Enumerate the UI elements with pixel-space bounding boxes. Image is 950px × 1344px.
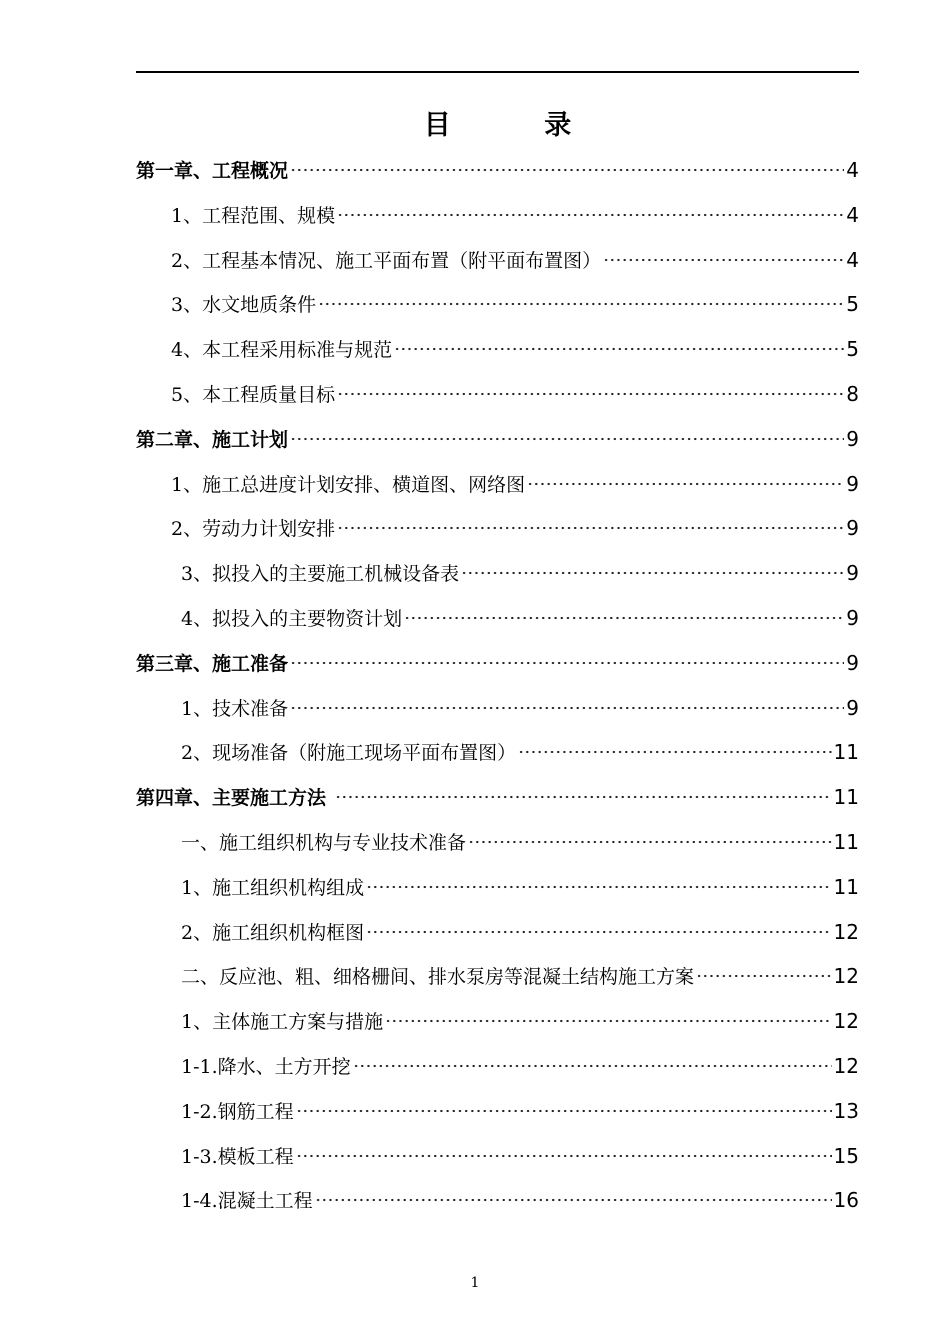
- toc-leader: [318, 302, 844, 306]
- toc-page-number: 9: [846, 650, 859, 675]
- toc-entry-text: 第一章、工程概况: [136, 160, 289, 182]
- toc-entry-text: 第四章、主要施工方法: [136, 787, 333, 810]
- toc-leader: [290, 661, 844, 665]
- toc-leader: [337, 526, 844, 530]
- toc-page-number: 9: [846, 605, 859, 630]
- toc-leader: [603, 258, 844, 262]
- toc-entry[interactable]: [136, 1044, 859, 1089]
- toc-page-number: 13: [833, 1098, 859, 1123]
- toc-entry[interactable]: [136, 417, 859, 462]
- toc-leader: [468, 840, 832, 844]
- toc-entry[interactable]: [136, 686, 859, 731]
- toc-leader: [290, 168, 844, 172]
- toc-entry[interactable]: [136, 148, 859, 193]
- toc-leader: [335, 795, 832, 799]
- toc-entry-text: 3、水文地质条件: [171, 294, 317, 317]
- header-rule: [136, 71, 859, 73]
- toc-entry[interactable]: [136, 238, 859, 283]
- toc-entry-text: 1-4.混凝土工程: [181, 1190, 313, 1213]
- toc-leader: [337, 392, 844, 396]
- toc-leader: [315, 1198, 832, 1202]
- toc-leader: [527, 482, 844, 486]
- toc-page-number: 11: [833, 874, 859, 899]
- toc-leader: [404, 616, 844, 620]
- toc-leader: [290, 437, 844, 441]
- toc-entry-text: 5、本工程质量目标: [171, 383, 336, 406]
- toc-entry-text: 1、施工组织机构组成: [181, 876, 365, 899]
- toc-page-number: 11: [833, 829, 859, 854]
- toc-leader: [366, 885, 831, 889]
- toc-entry[interactable]: [136, 730, 859, 775]
- toc-leader: [296, 1154, 832, 1158]
- toc-entry[interactable]: [136, 193, 859, 238]
- toc-entry-text: 1、施工总进度计划安排、横道图、网络图: [171, 473, 526, 496]
- toc-entry-text: 一、施工组织机构与专业技术准备: [181, 831, 467, 854]
- toc-leader: [353, 1064, 832, 1068]
- toc-entry-text: 第二章、施工计划: [136, 428, 289, 451]
- page-number: 1: [470, 1275, 480, 1291]
- toc-entry-text: 2、工程基本情况、施工平面布置（附平面布置图）: [171, 249, 602, 272]
- toc-entry-text: 1、工程范围、规模: [171, 204, 336, 227]
- toc-page-number: 4: [846, 158, 859, 182]
- toc-page-number: 9: [846, 561, 859, 586]
- toc-page-number: 11: [833, 740, 859, 765]
- toc-entry-text: 4、本工程采用标准与规范: [171, 339, 393, 362]
- toc-leader: [290, 706, 844, 710]
- toc-leader: [696, 974, 832, 978]
- toc-page-number: 4: [846, 247, 859, 272]
- toc-entry[interactable]: [136, 910, 859, 955]
- toc-page-number: 5: [846, 337, 859, 362]
- toc-page-number: 9: [846, 426, 859, 451]
- toc-entry[interactable]: [136, 954, 859, 999]
- toc-list: [136, 148, 859, 1223]
- toc-leader: [461, 571, 844, 575]
- toc-leader: [296, 1109, 832, 1113]
- toc-entry-text: 4、拟投入的主要物资计划: [181, 607, 403, 630]
- toc-entry[interactable]: [136, 1178, 859, 1223]
- toc-entry[interactable]: [136, 1134, 859, 1179]
- toc-entry-text: 第三章、施工准备: [136, 652, 289, 675]
- toc-page-number: 12: [833, 1053, 859, 1078]
- toc-entry-text: 2、劳动力计划安排: [171, 518, 336, 541]
- toc-leader: [385, 1019, 831, 1023]
- toc-page-number: 16: [833, 1188, 859, 1213]
- toc-page-number: 12: [833, 919, 859, 944]
- toc-entry-text: 1、技术准备: [181, 697, 289, 720]
- toc-page-number: 11: [833, 785, 859, 810]
- toc-leader: [394, 347, 844, 351]
- toc-leader: [366, 930, 831, 934]
- toc-entry-text: 2、现场准备（附施工现场平面布置图）: [181, 742, 517, 765]
- toc-entry-text: 1、主体施工方案与措施: [181, 1011, 384, 1034]
- toc-entry[interactable]: [136, 865, 859, 910]
- toc-entry[interactable]: [136, 775, 859, 820]
- toc-entry-text: 二、反应池、粗、细格栅间、排水泵房等混凝土结构施工方案: [181, 966, 695, 989]
- toc-page-number: 12: [833, 964, 859, 989]
- toc-entry[interactable]: [136, 327, 859, 372]
- toc-page-number: 9: [846, 471, 859, 496]
- toc-entry-text: 1-3.模板工程: [181, 1145, 294, 1168]
- toc-entry[interactable]: [136, 506, 859, 551]
- toc-page-number: 9: [846, 695, 859, 720]
- toc-entry[interactable]: [136, 462, 859, 507]
- toc-page-number: 4: [846, 202, 859, 227]
- toc-leader: [337, 213, 844, 217]
- toc-page-number: 12: [833, 1009, 859, 1034]
- toc-entry[interactable]: [136, 820, 859, 865]
- toc-entry-text: 3、拟投入的主要施工机械设备表: [181, 563, 460, 586]
- toc-entry[interactable]: [136, 372, 859, 417]
- toc-entry-text: 1-1.降水、土方开挖: [181, 1055, 351, 1078]
- toc-page-number: 15: [833, 1143, 859, 1168]
- toc-entry[interactable]: [136, 282, 859, 327]
- toc-entry[interactable]: [136, 641, 859, 686]
- toc-entry[interactable]: [136, 1089, 859, 1134]
- toc-page-number: 5: [846, 292, 859, 317]
- toc-entry[interactable]: [136, 551, 859, 596]
- toc-entry[interactable]: [136, 999, 859, 1044]
- toc-title: 目 录: [423, 110, 614, 141]
- toc-entry-text: 2、施工组织机构框图: [181, 921, 365, 944]
- toc-page-number: 8: [846, 381, 859, 406]
- toc-page-number: 9: [846, 516, 859, 541]
- toc-entry-text: 1-2.钢筋工程: [181, 1100, 294, 1123]
- toc-entry[interactable]: [136, 596, 859, 641]
- toc-leader: [518, 750, 831, 754]
